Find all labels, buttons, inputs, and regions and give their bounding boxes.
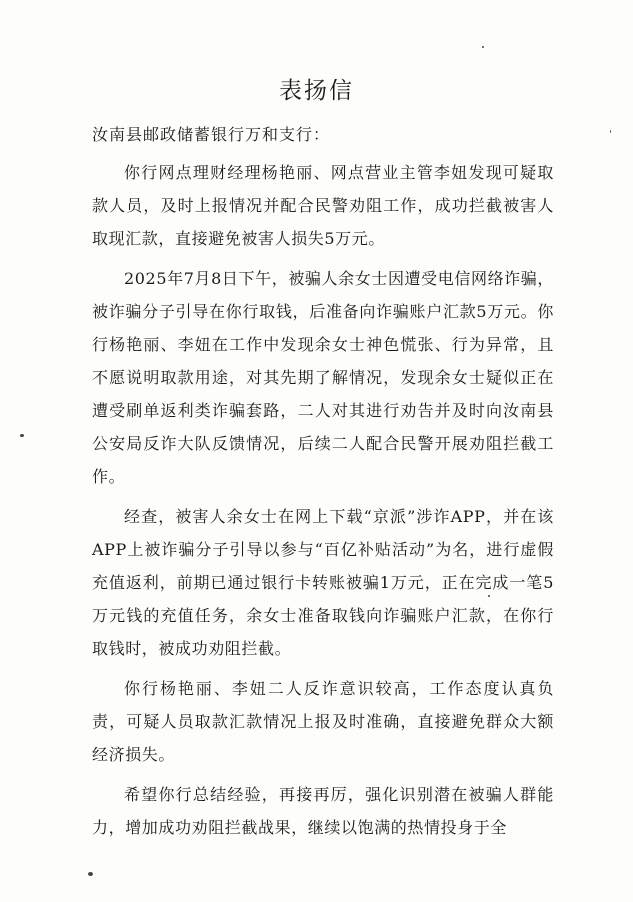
letter-title: 表扬信 [279, 78, 354, 104]
letter-paragraph: 你行网点理财经理杨艳丽、网点营业主管李妞发现可疑取款人员，及时上报情况并配合民警劝阻工作，成功拦截被害人取现汇款，直接避免被害人损失5万元。 [92, 163, 554, 248]
scan-speck [488, 595, 490, 597]
letter-paragraph: 你行杨艳丽、李妞二人反诈意识较高，工作态度认真负责，可疑人员取款汇款情况上报及时准确，直接避免群众大额经济损失。 [92, 679, 554, 764]
letter-paragraph: 经查，被害人余女士在网上下载“京派”涉诈APP，并在该APP上被诈骗分子引导以参与“百亿补贴活动”为名，进行虚假充值返利，前期已通过银行卡转账被骗1万元，正在完成一笔5万元钱的充值任务，余女士准备取钱向诈骗账户汇款，在你行取钱时，被成功劝阻拦截。 [92, 507, 554, 658]
scan-speck [88, 872, 93, 876]
scan-speck [20, 434, 24, 437]
letter-salutation: 汝南县邮政储蓄银行万和支行： [92, 125, 331, 144]
letter-paragraph: 希望你行总结经验，再接再厉，强化识别潜在被骗人群能力，增加成功劝阻拦截战果，继续以饱满的热情投身于全 [92, 785, 554, 837]
scan-speck [610, 130, 611, 133]
letter-paragraph: 2025年7月8日下午，被骗人余女士因遭受电信网络诈骗，被诈骗分子引导在你行取钱，后准备向诈骗账户汇款5万元。你行杨艳丽、李妞在工作中发现余女士神色慌张、行为异常，且不愿说明取款用途，对其先期了解情况，发现余女士疑似正在遭受刷单返利类诈骗套路，二人对其进行劝告并及时向汝南县公安局反诈大队反馈情况，后续二人配合民警开展劝阻拦截工作。 [92, 269, 554, 486]
scan-speck [482, 46, 484, 48]
letter-body [92, 156, 554, 851]
